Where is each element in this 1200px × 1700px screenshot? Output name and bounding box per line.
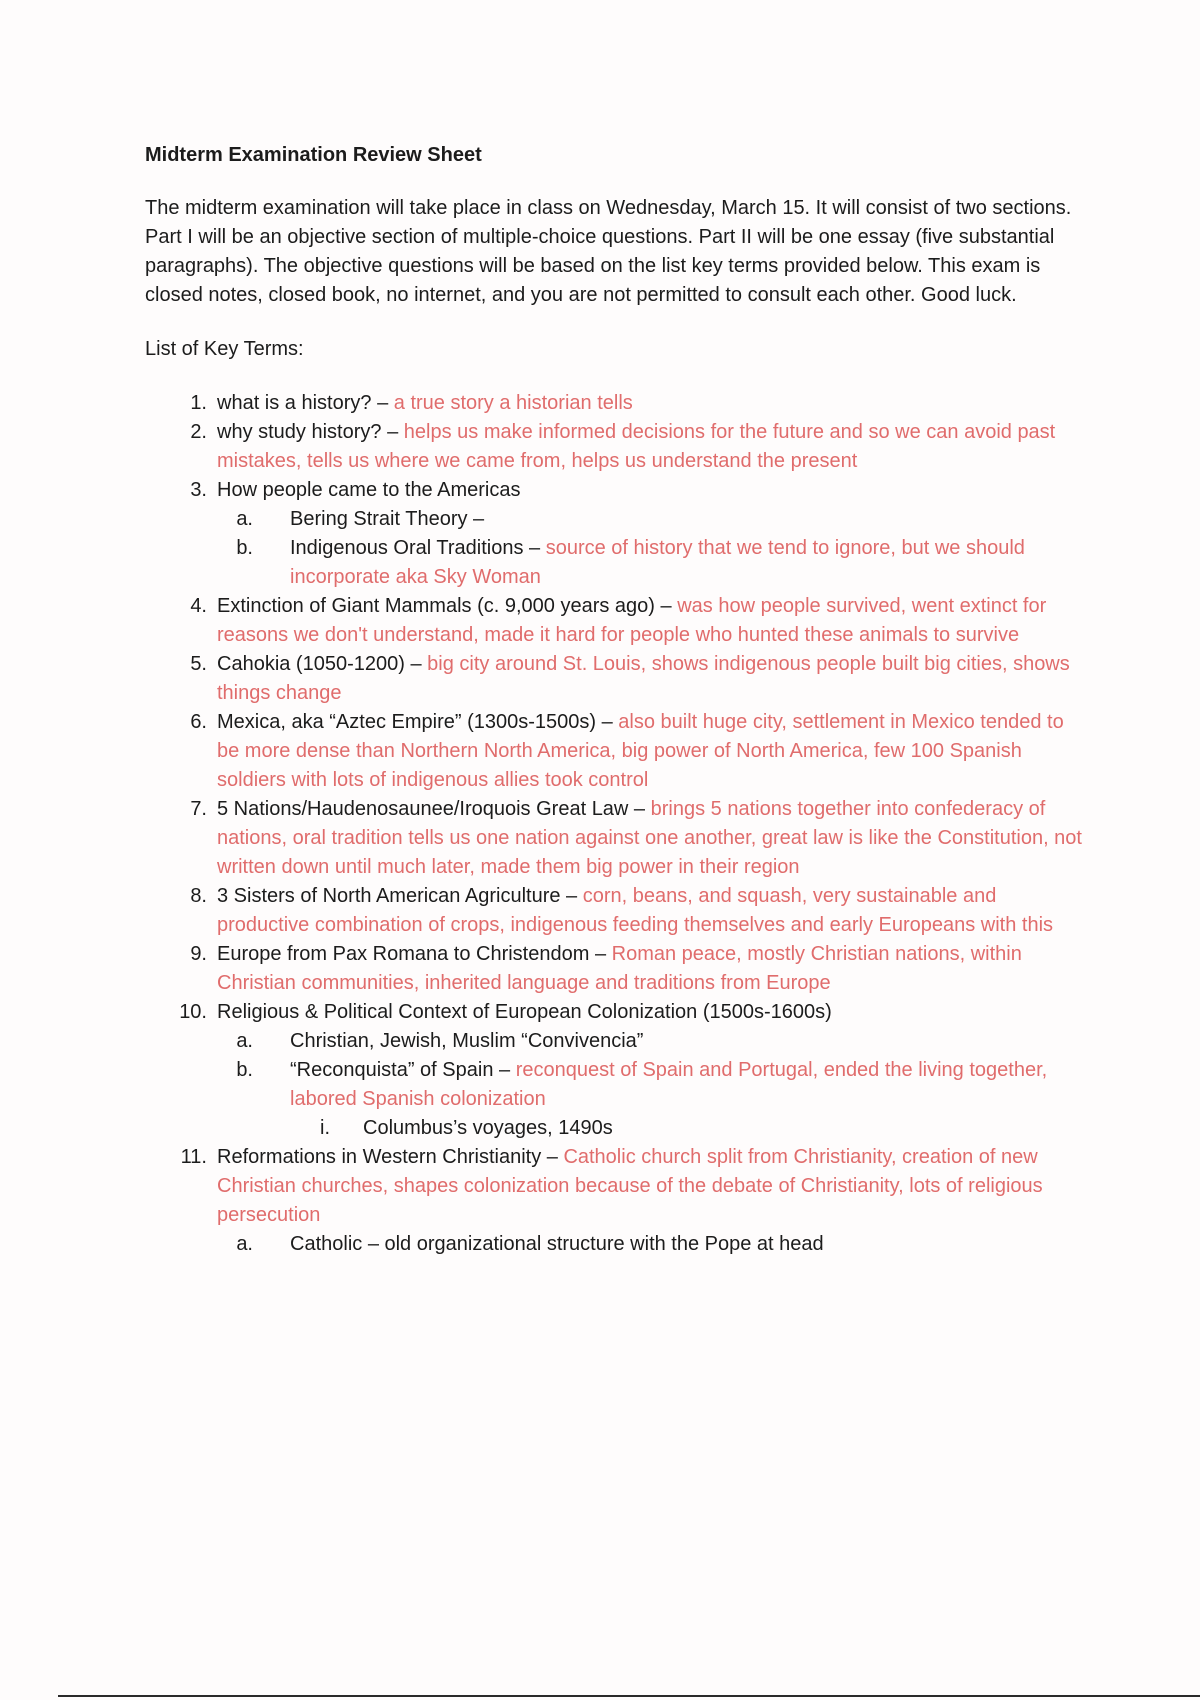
list-marker: 10. [179,1001,207,1023]
list-item [145,389,1090,418]
list-item [145,1027,1090,1056]
list-item [145,882,1090,940]
list-marker: 8. [190,885,207,907]
list-marker: b. [236,1059,253,1081]
term-text: How people came to the Americas [217,479,521,501]
page-title: Midterm Examination Review Sheet [145,144,482,166]
list-item [145,1114,1090,1143]
annotation-note: brings 5 nations together into confederacy of nations, oral tradition tells us one nation against one another, great law is like the Constitution, not written down until much later, made them big power in their region [217,798,1082,878]
term-text: Catholic – old organizational structure with the Pope at head [290,1233,824,1255]
term-text: 3 Sisters of North American Agriculture – [217,885,578,907]
list-marker: 5. [190,653,207,675]
annotation-note: was how people survived, went extinct for reasons we don't understand, made it hard for people who hunted these animals to survive [217,595,1047,646]
annotation-note: source of history that we tend to ignore, but we should incorporate aka Sky Woman [290,537,1025,588]
list-item [145,476,1090,505]
annotation-note: corn, beans, and squash, very sustainable and productive combination of crops, indigenous feeding themselves and early Europeans with this [217,885,1054,936]
list-marker: 3. [190,479,207,501]
term-text: Religious & Political Context of European Colonization (1500s-1600s) [217,1001,832,1023]
annotation-note: big city around St. Louis, shows indigenous people built big cities, shows things change [217,653,1070,704]
list-marker: a. [236,508,253,530]
annotation-note: Roman peace, mostly Christian nations, within Christian communities, inherited language and traditions from Europe [217,943,1022,994]
key-terms-list [145,389,1090,1259]
list-item [145,505,1090,534]
list-marker: a. [236,1233,253,1255]
list-marker: 2. [190,421,207,443]
list-item [145,998,1090,1027]
term-text: Mexica, aka “Aztec Empire” (1300s-1500s) – [217,711,613,733]
annotation-note: reconquest of Spain and Portugal, ended the living together, labored Spanish colonization [290,1059,1048,1110]
list-item [145,1230,1090,1259]
page-bottom-divider [58,1695,1200,1697]
list-item [145,418,1090,476]
list-marker: 1. [190,392,207,414]
term-text: why study history? – [217,421,399,443]
list-item [145,940,1090,998]
term-text: Bering Strait Theory – [290,508,485,530]
term-text: Indigenous Oral Traditions – [290,537,541,559]
list-heading: List of Key Terms: [145,338,304,360]
list-item [145,650,1090,708]
annotation-note: also built huge city, settlement in Mexico tended to be more dense than Northern North America, big power of North America, few 100 Spanish soldiers with lots of indigenous allies took control [217,711,1064,791]
list-marker: 11. [180,1146,207,1168]
list-marker: i. [320,1117,330,1139]
term-text: “Reconquista” of Spain – [290,1059,511,1081]
list-marker: 6. [190,711,207,733]
term-text: Reformations in Western Christianity – [217,1146,558,1168]
term-text: 5 Nations/Haudenosaunee/Iroquois Great Law – [217,798,646,820]
term-text: Cahokia (1050-1200) – [217,653,422,675]
list-item [145,1143,1090,1230]
intro-paragraph: The midterm examination will take place in class on Wednesday, March 15. It will consist of two sections. Part I will be an objective section of multiple-choice questions. Part II will be one essay (five substantial paragraphs). The objective questions will be based on the list key terms provided below. This exam is closed notes, closed book, no internet, and you are not permitted to consult each other. Good luck. [145,197,1072,306]
annotation-note: a true story a historian tells [393,392,633,414]
term-text: Christian, Jewish, Muslim “Convivencia” [290,1030,644,1052]
term-text: Europe from Pax Romana to Christendom – [217,943,607,965]
list-item [145,534,1090,592]
annotation-note: helps us make informed decisions for the future and so we can avoid past mistakes, tells us where we came from, helps us understand the present [217,421,1056,472]
document-body [145,141,1090,1259]
list-marker: 9. [190,943,207,965]
term-text: Extinction of Giant Mammals (c. 9,000 years ago) – [217,595,672,617]
list-item [145,1056,1090,1114]
list-item [145,708,1090,795]
annotation-note: Catholic church split from Christianity, creation of new Christian churches, shapes colonization because of the debate of Christianity, lots of religious persecution [217,1146,1043,1226]
list-marker: 7. [190,798,207,820]
list-item [145,795,1090,882]
term-text: what is a history? – [217,392,389,414]
list-marker: a. [236,1030,253,1052]
list-marker: 4. [190,595,207,617]
list-marker: b. [236,537,253,559]
list-item [145,592,1090,650]
term-text: Columbus’s voyages, 1490s [363,1117,613,1139]
